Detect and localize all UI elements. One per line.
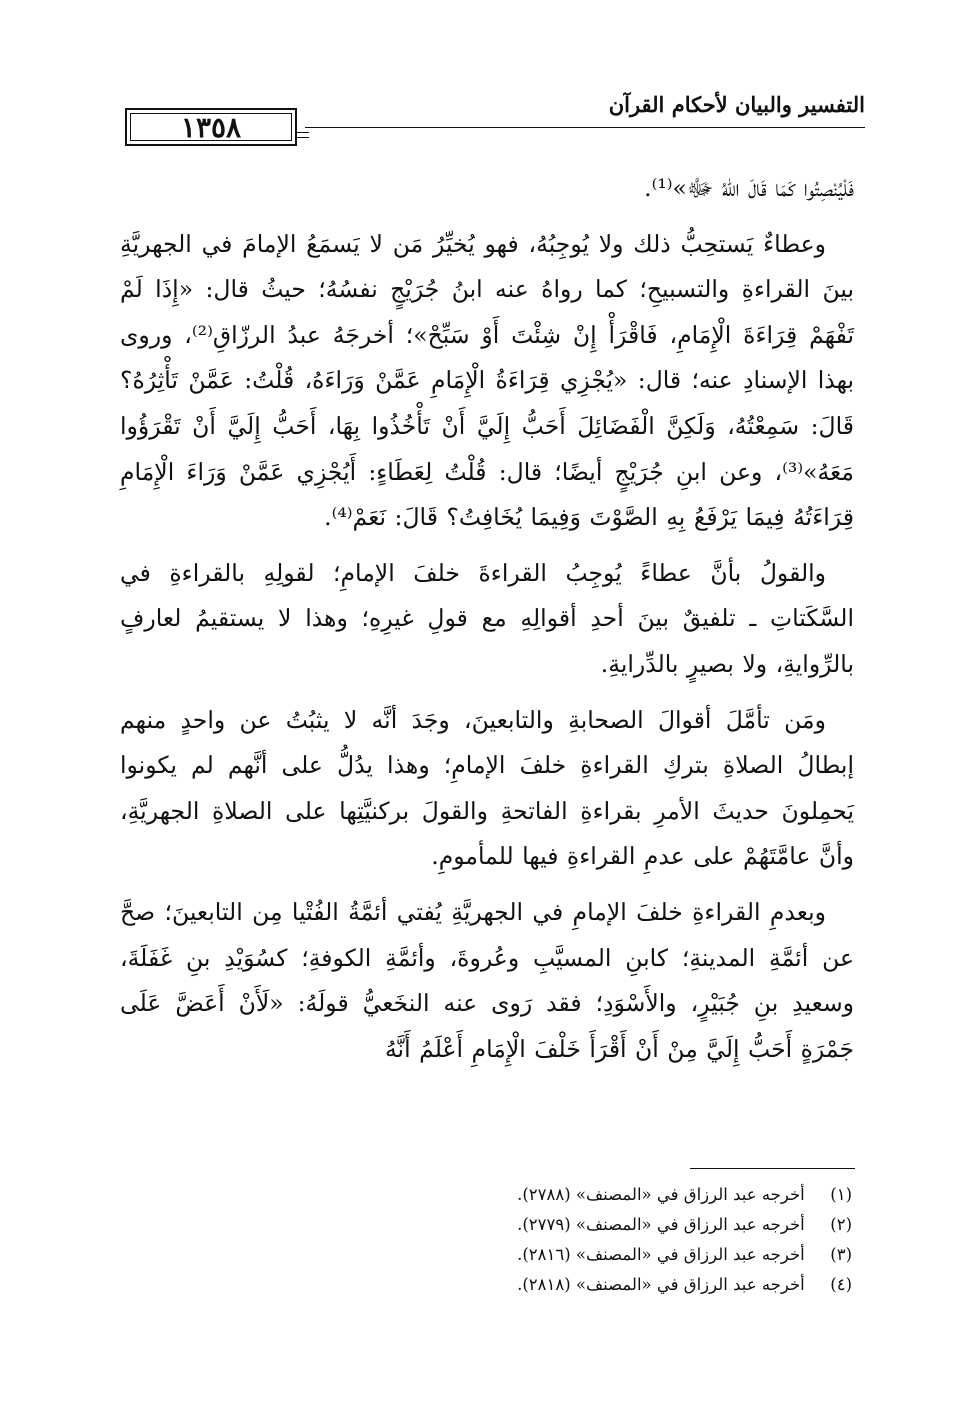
footnote-3	[132, 1240, 852, 1270]
body-text	[120, 166, 854, 1082]
paragraph: والقولُ بأنَّ عطاءً يُوجِبُ القراءةَ خلفَ الإمامِ؛ لقولِهِ بالقراءةِ في السَّكَتاتِ ـ تلفيقٌ بينَ أحدِ أقوالِهِ مع قولِ غيرِهِ؛ وهذا لا يستقيمُ لعارفٍ بالرِّوايةِ، ولا بصيرٍ بالدِّرايةِ.	[120, 558, 854, 678]
header-dash	[297, 132, 309, 138]
page-number: ١٣٥٨	[180, 110, 242, 144]
footnote-rule	[690, 1168, 855, 1169]
footnote-number: (١)	[830, 1185, 852, 1204]
paragraph: فَلْيُنْصِتُوا كَمَا قَالَ اللهُ ﷻ»⁽¹⁾.	[644, 174, 854, 202]
paragraph: ومَن تأمَّلَ أقوالَ الصحابةِ والتابعينَ، وجَدَ أنَّه لا يثبُتُ عن واحدٍ منهم إبطالُ الصلاةِ بتركِ القراءةِ خلفَ الإمامِ؛ وهذا يدُلُّ على أنَّهم لم يكونوا يَحمِلونَ حديثَ الأمرِ بقراءةِ الفاتحةِ والقولَ بركنيَّتِها على الصلاةِ الجهريَّةِ، وأنَّ عامَّتَهُمْ على عدمِ القراءةِ فيها للمأمومِ.	[120, 705, 854, 871]
footnote-text: أخرجه عبد الرزاق في «المصنف» (٢٧٨٨).	[517, 1185, 805, 1204]
running-title: التفسير والبيان لأحكام القرآن	[608, 92, 865, 117]
footnote-text: أخرجه عبد الرزاق في «المصنف» (٢٧٧٩).	[517, 1215, 805, 1234]
page-header	[125, 92, 865, 152]
paragraph: وعطاءٌ يَستحِبُّ ذلك ولا يُوجِبُهُ، فهو يُخيِّرُ مَن لا يَسمَعُ الإمامَ في الجهريَّةِ بينَ القراءةِ والتسبيحِ؛ كما رواهُ عنه ابنُ جُرَيْجٍ نفسُهُ؛ حيثُ قال: «إِذَا لَمْ تَفْهَمْ قِرَاءَةَ الْإِمَامِ، فَاقْرَأْ إِنْ شِئْتَ أَوْ سَبِّحْ»؛ أخرجَهُ عبدُ الرزّاقِ⁽²⁾، وروى بهذا الإسنادِ عنه؛ قال: «يُجْزِي قِرَاءَةُ الْإِمَامِ عَمَّنْ وَرَاءَهُ، قُلْتُ: عَمَّنْ تَأْثِرُهُ؟ قَالَ: سَمِعْتُهُ، وَلَكِنَّ الْفَضَائِلَ أَحَبُّ إِلَيَّ أَنْ تَأْخُذُوا بِهَا، أَحَبُّ إِلَيَّ أَنْ تَقْرَؤُوا مَعَهُ»⁽³⁾، وعن ابنِ جُرَيْجٍ أيضًا؛ قال: قُلْتُ لِعَطَاءٍ: أَيُجْزِي عَمَّنْ وَرَاءَ الْإِمَامِ قِرَاءَتُهُ فِيمَا يَرْفَعُ بِهِ الصَّوْتَ وَفِيمَا يُخَافِتُ؟ قَالَ: نَعَمْ⁽⁴⁾.	[120, 229, 854, 532]
footnote-2	[132, 1210, 852, 1240]
page-number-box	[125, 108, 297, 146]
footnote-number: (٣)	[830, 1245, 852, 1264]
header-rule	[305, 127, 865, 128]
footnote-4	[132, 1270, 852, 1300]
footnote-text: أخرجه عبد الرزاق في «المصنف» (٢٨١٨).	[517, 1275, 805, 1294]
footnotes	[132, 1180, 852, 1300]
footnote-number: (٢)	[830, 1215, 852, 1234]
footnote-text: أخرجه عبد الرزاق في «المصنف» (٢٨١٦).	[517, 1245, 805, 1264]
footnote-number: (٤)	[830, 1275, 852, 1294]
paragraph: وبعدمِ القراءةِ خلفَ الإمامِ في الجهريَّةِ يُفتي أئمَّةُ الفُتْيا مِن التابعينَ؛ صحَّ عن أئمَّةِ المدينةِ؛ كابنِ المسيَّبِ وعُروةَ، وأئمَّةِ الكوفةِ؛ كسُوَيْدِ بنِ غَفَلَةَ، وسعيدِ بنِ جُبَيْرٍ، والأَسْوَدِ؛ فقد رَوى عنه النخَعيُّ قولَهُ: «لَأَنْ أَعَضَّ عَلَى جَمْرَةٍ أَحَبُّ إِلَيَّ مِنْ أَنْ أَقْرَأَ خَلْفَ الْإِمَامِ أَعْلَمُ أَنَّهُ	[120, 897, 854, 1063]
footnote-1	[132, 1180, 852, 1210]
